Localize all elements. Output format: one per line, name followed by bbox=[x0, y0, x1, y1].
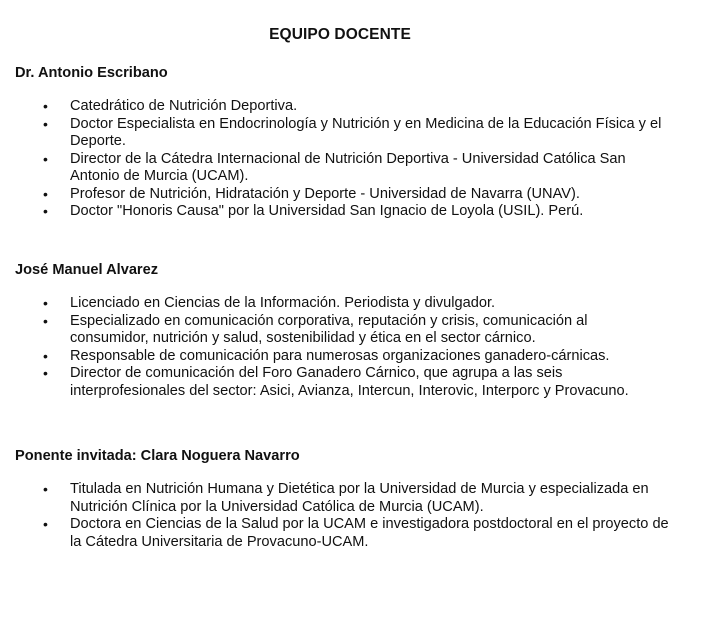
list-item bbox=[15, 151, 670, 186]
bullet-icon: • bbox=[43, 185, 48, 202]
person-section-escribano bbox=[15, 64, 695, 221]
list-item-text: Especializado en comunicación corporativa, reputación y crisis, comunicación al consumidor, nutrición y salud, sostenibilidad y ética en el sector cárnico. bbox=[70, 312, 588, 346]
list-item-text: Catedrático de Nutrición Deportiva. bbox=[70, 98, 298, 114]
list-item-text: Licenciado en Ciencias de la Información. Periodista y divulgador. bbox=[70, 295, 496, 311]
list-item bbox=[15, 186, 670, 204]
list-item-text: Doctora en Ciencias de la Salud por la UCAM e investigadora postdoctoral en el proyecto de la Cátedra Universitaria de Provacuno-UCAM. bbox=[70, 516, 669, 550]
person-section-alvarez bbox=[15, 261, 695, 400]
list-item-text: Director de la Cátedra Internacional de Nutrición Deportiva - Universidad Católica San Antonio de Murcia (UCAM). bbox=[70, 150, 626, 184]
credentials-list bbox=[15, 295, 695, 400]
page-title: EQUIPO DOCENTE bbox=[269, 26, 411, 43]
list-item-text: Titulada en Nutrición Humana y Dietética por la Universidad de Murcia y especializada en Nutrición Clínica por la Universidad Católica de Murcia (UCAM). bbox=[70, 481, 649, 515]
list-item bbox=[15, 481, 670, 516]
list-item-text: Profesor de Nutrición, Hidratación y Deporte - Universidad de Navarra (UNAV). bbox=[70, 185, 580, 202]
bullet-icon: • bbox=[43, 150, 48, 167]
bullet-icon: • bbox=[43, 516, 48, 532]
list-item bbox=[15, 295, 670, 313]
credentials-list bbox=[15, 481, 695, 551]
list-item-text: Responsable de comunicación para numerosas organizaciones ganadero-cárnicas. bbox=[70, 347, 610, 364]
list-item bbox=[15, 313, 670, 348]
bullet-icon: • bbox=[43, 312, 48, 329]
list-item bbox=[15, 203, 670, 221]
bullet-icon: • bbox=[43, 365, 48, 381]
list-item bbox=[15, 98, 670, 116]
list-item bbox=[15, 348, 670, 366]
bullet-icon: • bbox=[43, 295, 48, 311]
list-item bbox=[15, 116, 670, 151]
list-item bbox=[15, 516, 670, 551]
bullet-icon: • bbox=[43, 115, 48, 132]
list-item-text: Director de comunicación del Foro Ganadero Cárnico, que agrupa a las seis interprofesionales del sector: Asici, Avianza, Intercun, Interovic, Interporc y Provacuno. bbox=[70, 365, 629, 399]
bullet-icon: • bbox=[43, 98, 48, 114]
person-section-noguera bbox=[15, 447, 695, 551]
list-item bbox=[15, 365, 670, 400]
person-name: Dr. Antonio Escribano bbox=[15, 65, 168, 81]
list-item-text: Doctor Especialista en Endocrinología y Nutrición y en Medicina de la Educación Física y el Deporte. bbox=[70, 115, 662, 149]
list-item-text: Doctor "Honoris Causa" por la Universidad San Ignacio de Loyola (USIL). Perú. bbox=[70, 203, 584, 219]
bullet-icon: • bbox=[43, 203, 48, 219]
credentials-list bbox=[15, 98, 695, 221]
bullet-icon: • bbox=[43, 347, 48, 364]
person-name: José Manuel Alvarez bbox=[15, 262, 159, 278]
person-name: Ponente invitada: Clara Noguera Navarro bbox=[15, 448, 300, 464]
bullet-icon: • bbox=[43, 481, 48, 497]
